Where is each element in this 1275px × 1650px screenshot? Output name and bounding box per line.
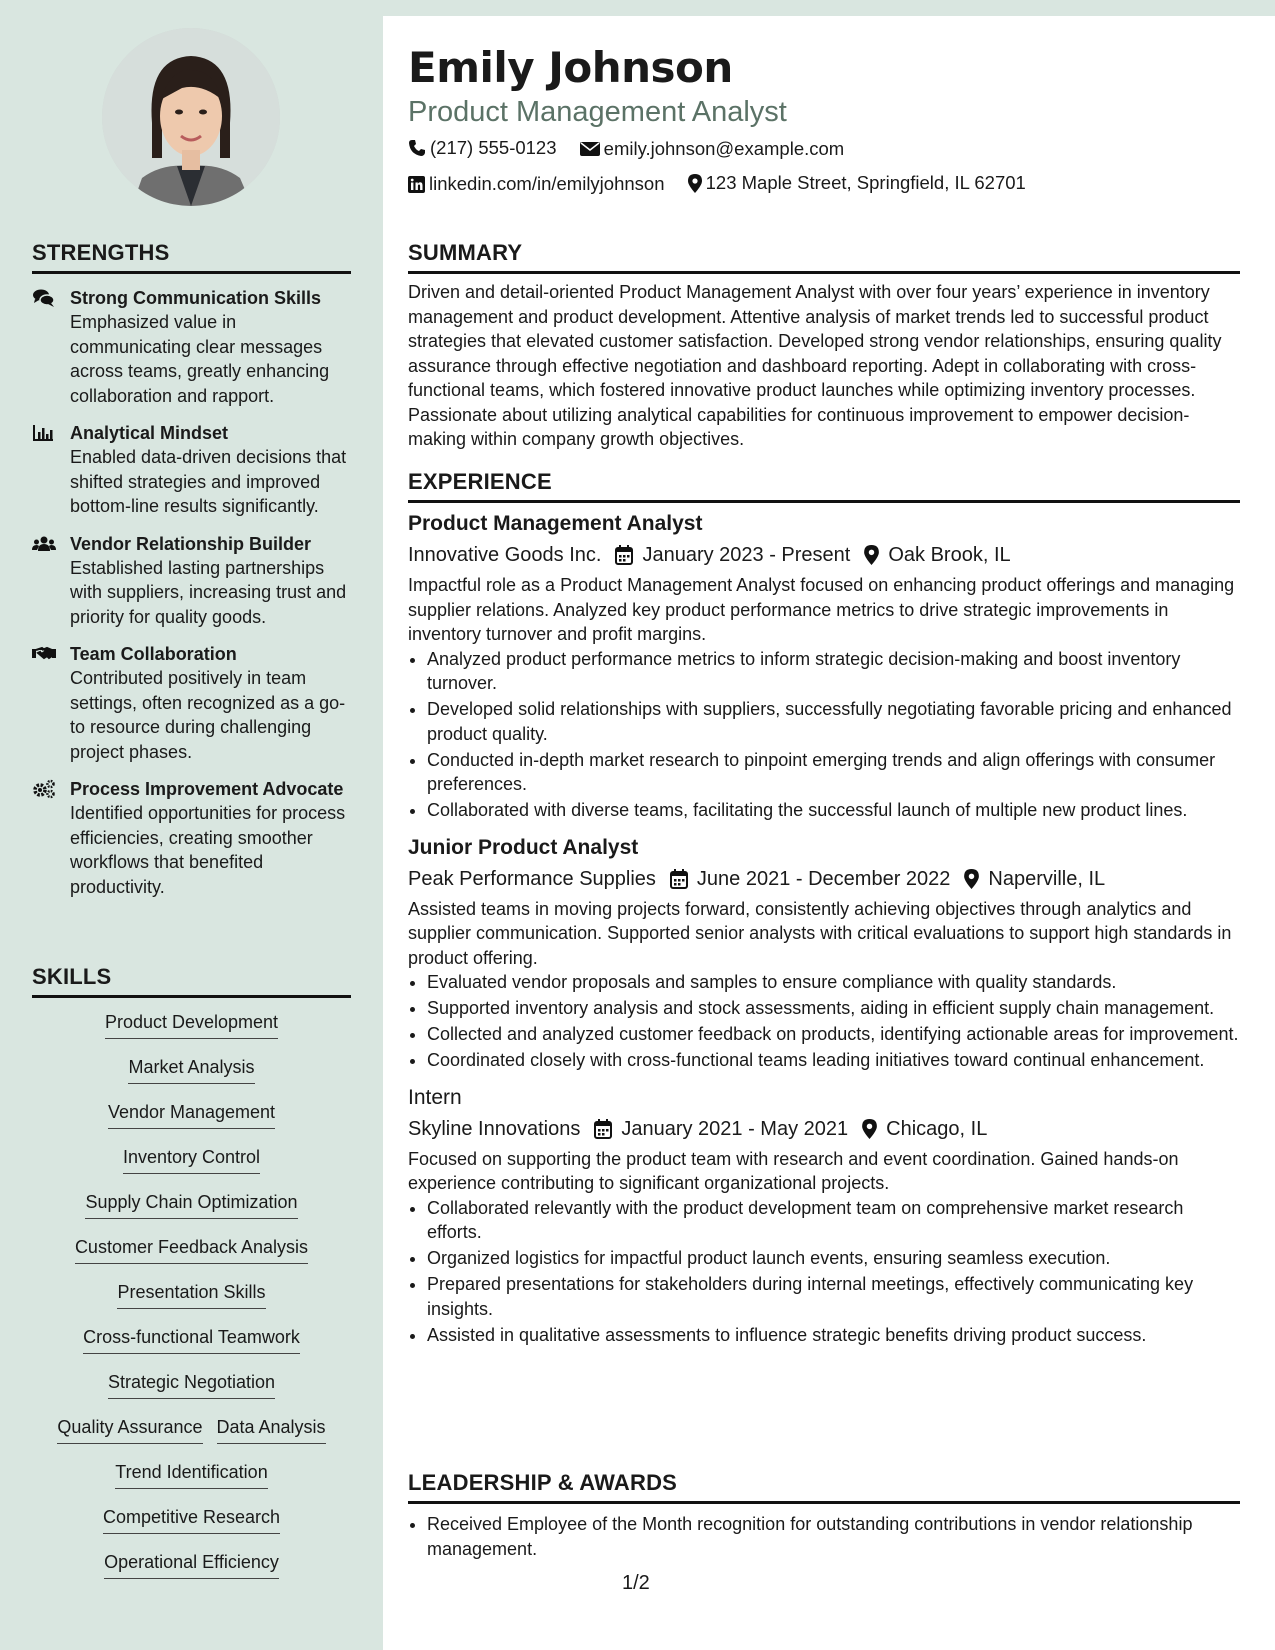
list-item: • Conducted in-depth market research to pinpoint emerging trends and align offerings with consumer preferences. bbox=[427, 748, 1240, 797]
comments-icon bbox=[32, 288, 56, 308]
list-item: • Assisted in qualitative assessments to influence strategic benefits driving product success. bbox=[427, 1323, 1240, 1348]
list-item: • Received Employee of the Month recognition for outstanding contributions in vendor relationship management. bbox=[427, 1512, 1240, 1561]
profile-photo bbox=[102, 28, 280, 206]
skill-tag: Competitive Research bbox=[103, 1505, 280, 1534]
awards-section bbox=[408, 1470, 1240, 1563]
job-description: Focused on supporting the product team with research and event coordination. Gained hands-on experience contributing to significant organizational projects. bbox=[408, 1148, 1179, 1193]
list-item: • Coordinated closely with cross-functional teams leading initiatives toward continual enhancement. bbox=[427, 1048, 1240, 1073]
job-dates-wrap bbox=[615, 539, 850, 571]
skill-tag: Quality Assurance bbox=[57, 1415, 202, 1444]
strength-desc: Emphasized value in communicating clear messages across teams, greatly enhancing collaboration and rapport. bbox=[70, 312, 330, 406]
linkedin-icon bbox=[408, 176, 425, 193]
strength-item bbox=[32, 642, 351, 764]
job-location-wrap bbox=[964, 863, 1105, 895]
strength-desc: Identified opportunities for process efficiencies, creating smoother workflows that benefited productivity. bbox=[70, 803, 346, 897]
strength-desc: Contributed positively in team settings, often recognized as a go-to resource during challenging project phases. bbox=[70, 668, 346, 762]
skills-heading: SKILLS bbox=[32, 964, 351, 998]
job-dates: January 2021 - May 2021 bbox=[621, 1117, 849, 1140]
top-strip bbox=[383, 0, 1275, 16]
strength-title: Process Improvement Advocate bbox=[70, 779, 344, 799]
list-item: • Supported inventory analysis and stock assessments, aiding in efficient supply chain management. bbox=[427, 996, 1240, 1021]
job-company: Innovative Goods Inc. bbox=[408, 544, 602, 566]
job-dates-wrap bbox=[594, 1113, 848, 1145]
job-company: Peak Performance Supplies bbox=[408, 867, 656, 890]
skill-tag: Data Analysis bbox=[217, 1415, 326, 1444]
calendar-icon bbox=[615, 545, 633, 565]
skill-tag: Supply Chain Optimization bbox=[85, 1190, 297, 1219]
strength-title: Vendor Relationship Builder bbox=[70, 533, 312, 554]
job-bullets bbox=[408, 1196, 1240, 1348]
strengths-list bbox=[32, 286, 351, 912]
skill-tag: Presentation Skills bbox=[117, 1280, 265, 1309]
skill-tag: Strategic Negotiation bbox=[108, 1370, 275, 1399]
contact-line-2 bbox=[408, 167, 1240, 203]
job-dates-wrap bbox=[670, 863, 951, 895]
job-title: Intern bbox=[408, 1085, 462, 1109]
list-item: • Organized logistics for impactful product launch events, ensuring seamless execution. bbox=[427, 1246, 1240, 1271]
job-location: Oak Brook, IL bbox=[888, 544, 1011, 566]
strengths-section bbox=[32, 240, 351, 274]
skill-tag: Product Development bbox=[105, 1010, 278, 1039]
map-pin-icon bbox=[688, 174, 702, 193]
job-location-wrap bbox=[864, 539, 1010, 571]
awards-heading: LEADERSHIP & AWARDS bbox=[408, 1470, 1240, 1504]
skill-tag: Inventory Control bbox=[123, 1145, 260, 1174]
phone-text: (217) 555-0123 bbox=[430, 137, 557, 158]
list-item: • Collected and analyzed customer feedback on products, identifying actionable areas for improvement. bbox=[427, 1022, 1240, 1047]
candidate-role: Product Management Analyst bbox=[408, 96, 787, 128]
experience-heading: EXPERIENCE bbox=[408, 469, 1240, 503]
job-dates: January 2023 - Present bbox=[642, 544, 851, 566]
skill-tag: Operational Efficiency bbox=[104, 1550, 279, 1579]
summary-section bbox=[408, 240, 1240, 452]
phone-contact[interactable] bbox=[408, 132, 557, 164]
email-contact[interactable] bbox=[580, 133, 845, 165]
calendar-icon bbox=[594, 1119, 612, 1139]
job-entry bbox=[408, 509, 1240, 823]
job-description: Impactful role as a Product Management Analyst focused on enhancing product offerings and managing supplier relations. Analyzed key product performance metrics to drive strategic improvements in inventory turnover and profit margins. bbox=[408, 575, 1235, 644]
linkedin-contact[interactable] bbox=[408, 168, 664, 200]
skill-tag: Vendor Management bbox=[108, 1100, 275, 1129]
skill-tag: Cross-functional Teamwork bbox=[83, 1325, 300, 1354]
strength-desc: Established lasting partnerships with suppliers, increasing trust and priority for quality goods. bbox=[70, 557, 347, 627]
list-item: • Analyzed product performance metrics to inform strategic decision-making and boost inventory turnover. bbox=[427, 647, 1240, 696]
job-meta bbox=[408, 1113, 1240, 1145]
skills-section bbox=[32, 964, 351, 998]
job-meta bbox=[408, 539, 1240, 571]
map-pin-icon bbox=[964, 869, 979, 889]
strength-item bbox=[32, 286, 351, 408]
strength-item bbox=[32, 532, 351, 630]
experience-section bbox=[408, 469, 1240, 1349]
users-icon bbox=[32, 534, 56, 554]
strength-item bbox=[32, 777, 351, 899]
contact-line-1 bbox=[408, 132, 1240, 167]
strength-title: Team Collaboration bbox=[70, 644, 237, 664]
job-location: Naperville, IL bbox=[988, 867, 1106, 890]
job-description: Assisted teams in moving projects forward, consistently achieving objectives through analytics and supplier communication. Supported senior analysts with critical evaluations to support high standards in product offering. bbox=[408, 898, 1232, 968]
list-item: • Collaborated with diverse teams, facilitating the successful launch of multiple new product lines. bbox=[427, 798, 1240, 823]
email-text: emily.johnson@example.com bbox=[603, 138, 845, 159]
strength-title: Analytical Mindset bbox=[70, 423, 229, 443]
job-meta bbox=[408, 863, 1240, 895]
strengths-heading: STRENGTHS bbox=[32, 240, 351, 274]
list-item: • Developed solid relationships with suppliers, successfully negotiating favorable pricing and enhanced product quality. bbox=[427, 697, 1240, 746]
awards-list bbox=[408, 1512, 1240, 1561]
job-entry bbox=[408, 833, 1240, 1073]
job-entry bbox=[408, 1083, 1240, 1348]
handshake-icon bbox=[32, 644, 56, 664]
job-bullets bbox=[408, 970, 1240, 1073]
skills-list bbox=[32, 1010, 351, 1595]
job-title: Junior Product Analyst bbox=[408, 835, 639, 859]
summary-text: Driven and detail-oriented Product Management Analyst with over four years’ experience in inventory management and product development. Attentive analysis of market trends led to successful product strategies that elevated customer satisfaction. Developed strong vendor relationships, ensuring quality assurance through effective negotiation and dashboard reporting. Adept in collaborating with cross-functional teams, which fostered innovative product launches while optimizing inventory processes. Passionate about utilizing analytical capabilities for continuous improvement to empower decision-making within company growth objectives. bbox=[408, 282, 1222, 449]
map-pin-icon bbox=[862, 1119, 877, 1139]
header bbox=[408, 42, 1240, 203]
address-contact bbox=[688, 167, 1026, 199]
candidate-name: Emily Johnson bbox=[408, 43, 733, 92]
job-bullets bbox=[408, 647, 1240, 823]
list-item: • Prepared presentations for stakeholders during internal meetings, effectively communicating key insights. bbox=[427, 1272, 1240, 1321]
page-number: 1/2 bbox=[622, 1572, 650, 1594]
skill-tag: Customer Feedback Analysis bbox=[75, 1235, 308, 1264]
summary-heading: SUMMARY bbox=[408, 240, 1240, 274]
skill-tag: Trend Identification bbox=[115, 1460, 267, 1489]
strength-desc: Enabled data-driven decisions that shifted strategies and improved bottom-line results significantly. bbox=[70, 447, 347, 516]
address-text: 123 Maple Street, Springfield, IL 62701 bbox=[705, 172, 1026, 193]
gears-icon bbox=[32, 779, 56, 799]
job-dates: June 2021 - December 2022 bbox=[696, 867, 951, 890]
job-location: Chicago, IL bbox=[886, 1117, 988, 1140]
job-company: Skyline Innovations bbox=[408, 1117, 581, 1140]
job-location-wrap bbox=[862, 1113, 987, 1145]
envelope-icon bbox=[580, 141, 600, 157]
list-item: • Collaborated relevantly with the product development team on comprehensive market research efforts. bbox=[427, 1196, 1240, 1245]
phone-icon bbox=[408, 139, 426, 157]
map-pin-icon bbox=[864, 545, 879, 565]
linkedin-text: linkedin.com/in/emilyjohnson bbox=[429, 173, 665, 194]
bar-chart-icon bbox=[32, 423, 56, 443]
strength-title: Strong Communication Skills bbox=[70, 288, 322, 308]
job-title: Product Management Analyst bbox=[408, 512, 703, 535]
skill-tag: Market Analysis bbox=[128, 1055, 254, 1084]
calendar-icon bbox=[670, 869, 688, 889]
list-item: • Evaluated vendor proposals and samples to ensure compliance with quality standards. bbox=[427, 970, 1240, 995]
strength-item bbox=[32, 421, 351, 519]
